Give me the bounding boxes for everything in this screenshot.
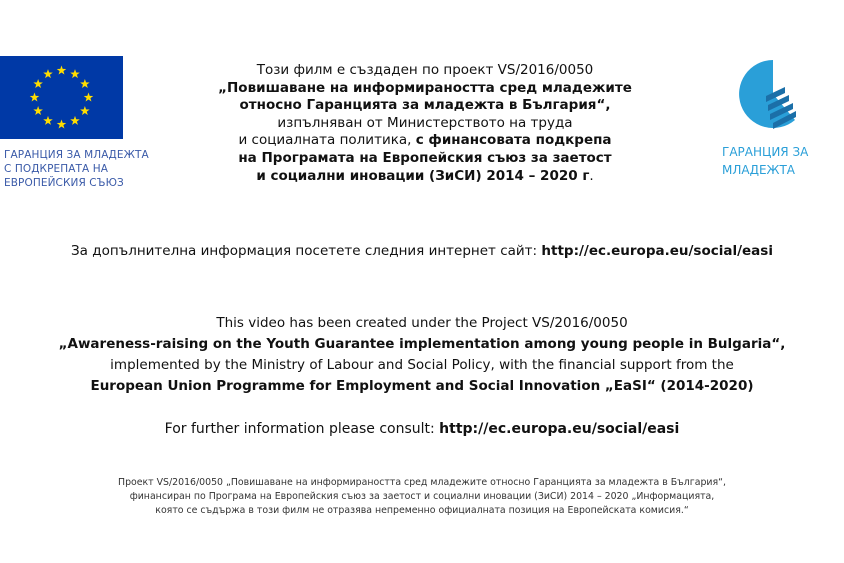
- bg-line-part: .: [589, 167, 594, 184]
- bg-info-link[interactable]: http://ec.europa.eu/social/easi: [541, 243, 773, 259]
- en-info-text: For further information please consult:: [164, 421, 440, 437]
- bg-line-title: „Повишаване на информираността сред младежите: [218, 79, 632, 96]
- disclaimer: [80, 476, 764, 517]
- bg-line-part: и социалната политика,: [238, 132, 416, 149]
- eu-caption-line: С ПОДКРЕПАТА НА: [4, 163, 109, 175]
- disclaimer-line: Проект VS/2016/0050 „Повишаване на информираността сред младежите относно Гаранцията за младежта в България“,: [118, 477, 726, 488]
- en-line-title: „Awareness-raising on the Youth Guarantee implementation among young people in Bulgaria“,: [58, 336, 786, 352]
- en-info-line: [0, 420, 844, 438]
- bg-info-text: За допълнителна информация посетете следния интернет сайт:: [71, 243, 542, 259]
- en-line: This video has been created under the Project VS/2016/0050: [216, 315, 628, 331]
- yg-caption-line: МЛАДЕЖТА: [722, 163, 796, 177]
- en-line: implemented by the Ministry of Labour and Social Policy, with the financial support from the: [110, 357, 734, 373]
- disclaimer-line: която се съдържа в този филм не отразява непременно официалната позиция на Европейската комисия.“: [155, 504, 689, 516]
- en-project-statement: [0, 313, 844, 397]
- en-info-link[interactable]: http://ec.europa.eu/social/easi: [439, 421, 680, 437]
- disclaimer-line: финансиран по Програма на Европейския съюз за заетост и социални иновации (ЗиСИ) 2014 – 2020 „Информацията,: [129, 490, 715, 502]
- bg-line: [175, 132, 675, 150]
- bg-line: [175, 168, 675, 186]
- eu-logo-caption: [4, 148, 174, 190]
- eu-caption-line: ГАРАНЦИЯ ЗА МЛАДЕЖТА: [4, 149, 149, 161]
- yg-caption-line: ГАРАНЦИЯ ЗА: [722, 145, 809, 159]
- bg-line-title: на Програмата на Европейския съюз за заетост: [238, 149, 612, 166]
- eu-stars-icon: [0, 56, 123, 139]
- bg-line: Този филм е създаден по проект VS/2016/0050: [256, 62, 594, 78]
- bg-line-part: с финансовата подкрепа: [415, 132, 612, 149]
- youth-guarantee-icon: [733, 54, 813, 140]
- youth-guarantee-logo: [733, 54, 813, 140]
- bg-project-statement: [175, 62, 675, 185]
- bg-line-title: относно Гаранцията за младежта в България“,: [239, 97, 611, 114]
- eu-caption-line: ЕВРОПЕЙСКИЯ СЪЮЗ: [4, 177, 124, 189]
- eu-flag-logo: [0, 56, 123, 139]
- youth-guarantee-caption: [722, 143, 832, 179]
- bg-info-line: [0, 242, 844, 260]
- en-line-title: European Union Programme for Employment and Social Innovation „EaSI“ (2014-2020): [90, 378, 754, 394]
- bg-line: изпълняван от Министерството на труда: [277, 114, 573, 131]
- bg-line-part: и социални иновации (ЗиСИ) 2014 – 2020 г: [256, 167, 590, 184]
